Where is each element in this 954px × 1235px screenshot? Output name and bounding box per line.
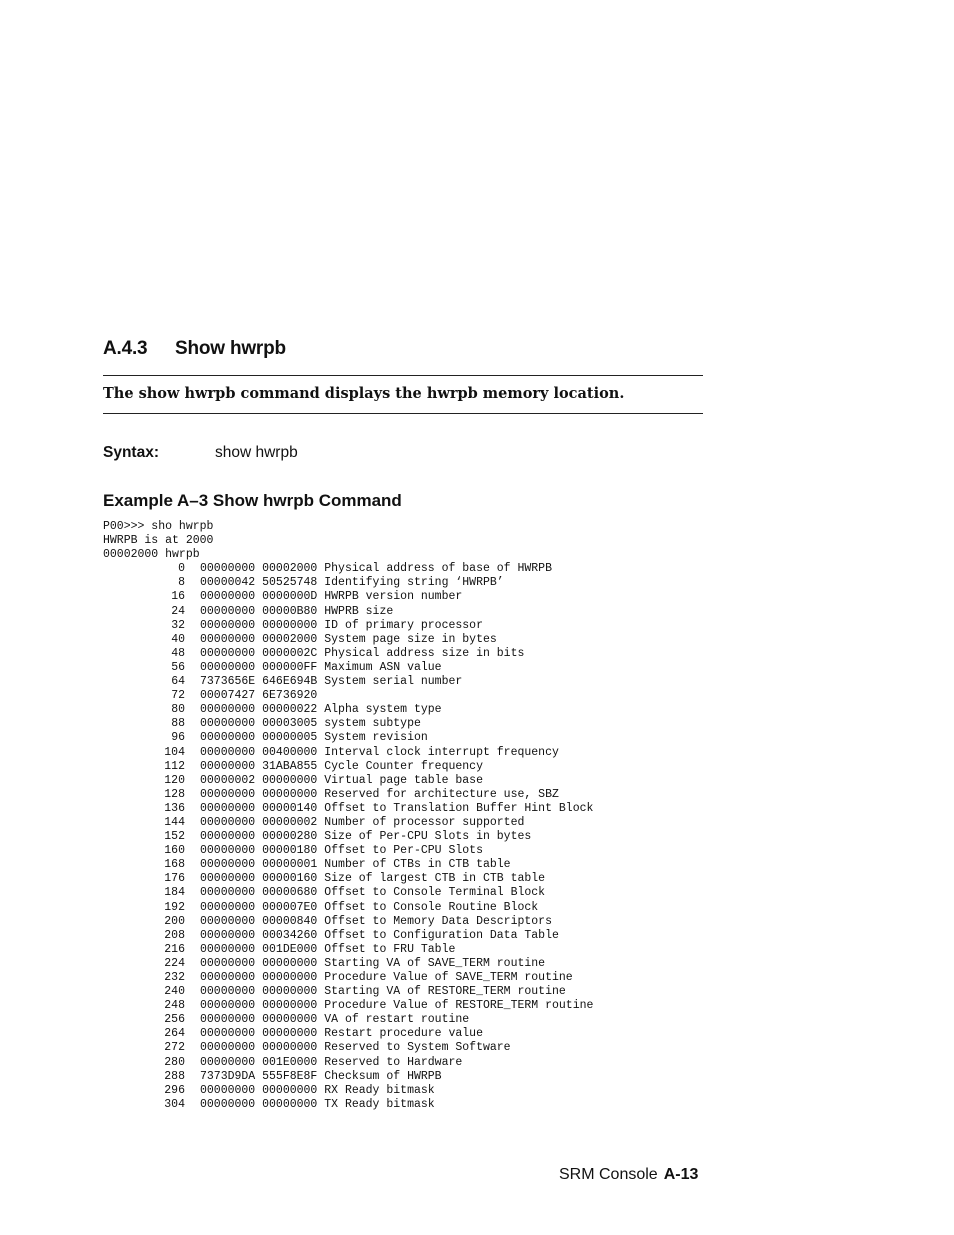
row-description: System revision [324,731,428,745]
row-offset: 240 [164,985,185,999]
row-description: Interval clock interrupt frequency [324,745,559,759]
row-offset: 224 [164,956,185,970]
row-description: Physical address size in bits [324,646,525,660]
row-offset: 128 [164,787,185,801]
row-offset: 232 [164,971,185,984]
row-hi-value: 00000000 [200,914,256,928]
row-offset: 16 [171,590,185,604]
syntax-line [103,444,298,462]
row-description: Reserved to Hardware [324,1055,463,1069]
console-row [103,971,593,985]
row-description: Offset to Console Routine Block [324,900,539,914]
row-description: System page size in bytes [324,632,497,646]
row-offset: 264 [164,1027,185,1041]
row-hi-value: 00000000 [200,1097,256,1111]
row-offset: 296 [164,1083,185,1097]
row-description: Identifying string ‘HWRPB’ [324,576,504,590]
row-lo-value: 00000680 [262,886,318,900]
row-description: Offset to Memory Data Descriptors [324,914,552,928]
console-row [103,675,593,689]
row-lo-value: 6E736920 [262,689,318,703]
row-description: system subtype [324,717,421,731]
console-header-line: P00>>> sho hwrpb [103,520,214,533]
row-hi-value: 00000000 [200,942,256,956]
console-row [103,1056,593,1070]
row-hi-value: 00000000 [200,971,256,984]
row-description: Number of processor supported [324,815,525,829]
console-header-line: 00002000 hwrpb [103,548,200,562]
row-hi-value: 7373656E [200,675,256,689]
console-output [103,520,593,1112]
row-hi-value: 00000000 [200,632,256,646]
console-row [103,788,593,802]
row-lo-value: 00000000 [262,1041,318,1055]
row-lo-value: 0000000D [262,590,318,604]
console-row [103,858,593,872]
row-description: HWPRB size [324,604,394,618]
abstract-text: The show hwrpb command displays the hwrpb memory location. [103,385,625,402]
row-offset: 192 [164,900,185,914]
row-lo-value: 00000001 [262,858,318,872]
row-lo-value: 00000022 [262,703,318,717]
row-description: HWRPB version number [324,590,463,604]
row-offset: 64 [171,675,185,689]
row-hi-value: 00000000 [200,830,256,844]
row-offset: 152 [164,830,185,844]
row-lo-value: 00000160 [262,872,318,886]
row-hi-value: 00000000 [200,759,256,773]
row-hi-value: 00000000 [200,703,256,717]
console-row [103,731,593,745]
row-description: Number of CTBs in CTB table [324,858,511,872]
row-offset: 304 [164,1097,185,1111]
console-row [103,562,593,576]
row-description: Starting VA of SAVE_TERM routine [324,956,546,970]
row-lo-value: 00000000 [262,618,318,632]
row-offset: 200 [164,914,185,928]
row-lo-value: 555F8E8F [262,1069,318,1083]
row-hi-value: 00000000 [200,787,256,801]
console-row [103,1084,593,1098]
row-lo-value: 00000840 [262,914,318,928]
row-hi-value: 00000000 [200,1041,256,1055]
row-hi-value: 00000000 [200,717,256,731]
row-hi-value: 00000000 [200,745,256,759]
row-hi-value: 00000000 [200,928,256,942]
row-lo-value: 001E0000 [262,1055,318,1069]
console-row [103,703,593,717]
console-row [103,816,593,830]
row-description: System serial number [324,675,463,689]
console-row [103,1027,593,1041]
row-offset: 8 [178,576,185,590]
console-row [103,774,593,788]
row-lo-value: 00000000 [262,787,318,801]
section-title: Show hwrpb [175,338,286,359]
row-offset: 216 [164,942,185,956]
row-hi-value: 00000000 [200,618,256,632]
row-hi-value: 00007427 [200,689,256,703]
row-hi-value: 00000000 [200,1027,256,1041]
row-offset: 136 [164,801,185,815]
row-lo-value: 00000005 [262,731,318,745]
console-row [103,590,593,604]
console-row [103,915,593,929]
row-hi-value: 00000000 [200,872,256,886]
row-offset: 32 [171,618,185,632]
row-offset: 56 [171,660,185,674]
console-row [103,1098,593,1112]
section-heading [103,338,286,360]
console-row [103,901,593,915]
row-offset: 184 [164,886,185,900]
row-lo-value: 00000002 [262,815,318,829]
row-hi-value: 00000000 [200,1055,256,1069]
row-lo-value: 00002000 [262,562,318,576]
row-hi-value: 00000000 [200,1013,256,1027]
row-lo-value: 00000000 [262,1097,318,1111]
row-description: Virtual page table base [324,773,483,787]
row-description: ID of primary processor [324,618,483,632]
console-row [103,943,593,957]
row-lo-value: 00002000 [262,632,318,646]
console-row [103,830,593,844]
row-hi-value: 00000000 [200,985,256,999]
row-offset: 160 [164,844,185,858]
console-row [103,717,593,731]
console-row [103,760,593,774]
console-row [103,844,593,858]
row-hi-value: 00000000 [200,604,256,618]
row-hi-value: 00000000 [200,1083,256,1097]
row-lo-value: 646E694B [262,675,318,689]
row-hi-value: 00000000 [200,646,256,660]
row-lo-value: 00000000 [262,1013,318,1027]
row-lo-value: 00000000 [262,773,318,787]
section-number: A.4.3 [103,338,148,359]
row-lo-value: 00000B80 [262,604,318,618]
row-description: Offset to FRU Table [324,942,456,956]
row-lo-value: 000007E0 [262,900,318,914]
row-offset: 120 [164,773,185,787]
row-description: Offset to Console Terminal Block [324,886,546,900]
row-description: Offset to Translation Buffer Hint Block [324,801,594,815]
row-offset: 72 [171,689,185,703]
row-offset: 208 [164,928,185,942]
row-hi-value: 00000000 [200,886,256,900]
row-lo-value: 00000180 [262,844,318,858]
row-offset: 168 [164,858,185,872]
row-description: Checksum of HWRPB [324,1069,442,1083]
row-offset: 144 [164,815,185,829]
row-lo-value: 00000000 [262,985,318,999]
row-hi-value: 00000000 [200,660,256,674]
row-description: Offset to Per-CPU Slots [324,844,483,858]
row-description: Offset to Configuration Data Table [324,928,559,942]
console-row [103,957,593,971]
row-hi-value: 00000000 [200,731,256,745]
footer-page-number: A-13 [663,1166,699,1183]
row-hi-value: 00000000 [200,858,256,872]
console-row [103,1070,593,1084]
syntax-value: show hwrpb [215,444,298,461]
row-lo-value: 50525748 [262,576,318,590]
row-lo-value: 00000280 [262,830,318,844]
row-description: Physical address of base of HWRPB [324,562,552,576]
console-row [103,605,593,619]
syntax-label: Syntax: [103,444,159,461]
console-row [103,999,593,1013]
console-row [103,872,593,886]
row-hi-value: 00000000 [200,956,256,970]
console-row [103,802,593,816]
row-description: Restart procedure value [324,1027,483,1041]
row-lo-value: 0000002C [262,646,318,660]
row-hi-value: 00000042 [200,576,256,590]
row-hi-value: 00000000 [200,590,256,604]
row-description: Procedure Value of SAVE_TERM routine [324,971,573,984]
console-row [103,576,593,590]
row-lo-value: 00000140 [262,801,318,815]
row-offset: 40 [171,632,185,646]
example-title: Example A–3 Show hwrpb Command [103,491,402,510]
row-description: TX Ready bitmask [324,1097,435,1111]
row-hi-value: 00000000 [200,815,256,829]
console-row [103,746,593,760]
row-description: Size of Per-CPU Slots in bytes [324,830,532,844]
row-description: RX Ready bitmask [324,1083,435,1097]
row-offset: 272 [164,1041,185,1055]
row-offset: 88 [171,717,185,731]
row-offset: 176 [164,872,185,886]
row-offset: 248 [164,999,185,1013]
console-header-line: HWRPB is at 2000 [103,534,214,548]
page-footer [559,1166,698,1184]
row-lo-value: 31ABA855 [262,759,318,773]
footer-chapter: SRM Console [559,1166,658,1183]
row-description: Maximum ASN value [324,660,442,674]
console-row [103,647,593,661]
row-lo-value: 00000000 [262,1027,318,1041]
row-description: Reserved to System Software [324,1041,511,1055]
row-hi-value: 00000000 [200,844,256,858]
row-lo-value: 001DE000 [262,942,318,956]
row-offset: 24 [171,604,185,618]
console-row [103,886,593,900]
row-description: Cycle Counter frequency [324,759,483,773]
row-hi-value: 00000000 [200,801,256,815]
row-hi-value: 00000000 [200,999,256,1013]
row-hi-value: 00000002 [200,773,256,787]
row-offset: 96 [171,731,185,745]
row-description: Procedure Value of RESTORE_TERM routine [324,999,594,1013]
row-lo-value: 00400000 [262,745,318,759]
row-description: Reserved for architecture use, SBZ [324,787,559,801]
row-description: Starting VA of RESTORE_TERM routine [324,985,566,999]
console-row [103,1013,593,1027]
console-row [103,1041,593,1055]
row-offset: 256 [164,1013,185,1027]
row-lo-value: 000000FF [262,660,318,674]
row-offset: 0 [178,562,185,576]
row-lo-value: 00000000 [262,956,318,970]
console-row [103,689,593,703]
console-row [103,929,593,943]
row-hi-value: 00000000 [200,900,256,914]
row-offset: 112 [164,759,185,773]
row-description: VA of restart routine [324,1013,470,1027]
row-offset: 288 [164,1069,185,1083]
row-lo-value: 00000000 [262,971,318,984]
row-hi-value: 00000000 [200,562,256,576]
row-lo-value: 00003005 [262,717,318,731]
row-offset: 104 [164,745,185,759]
row-offset: 280 [164,1055,185,1069]
console-row [103,633,593,647]
abstract-top-rule [103,375,703,376]
row-description: Alpha system type [324,703,442,717]
row-lo-value: 00000000 [262,1083,318,1097]
console-row [103,619,593,633]
row-offset: 48 [171,646,185,660]
row-hi-value: 7373D9DA [200,1069,256,1083]
console-row [103,985,593,999]
console-row [103,661,593,675]
row-lo-value: 00034260 [262,928,318,942]
row-offset: 80 [171,703,185,717]
abstract-bottom-rule [103,413,703,414]
row-lo-value: 00000000 [262,999,318,1013]
row-description: Size of largest CTB in CTB table [324,872,546,886]
